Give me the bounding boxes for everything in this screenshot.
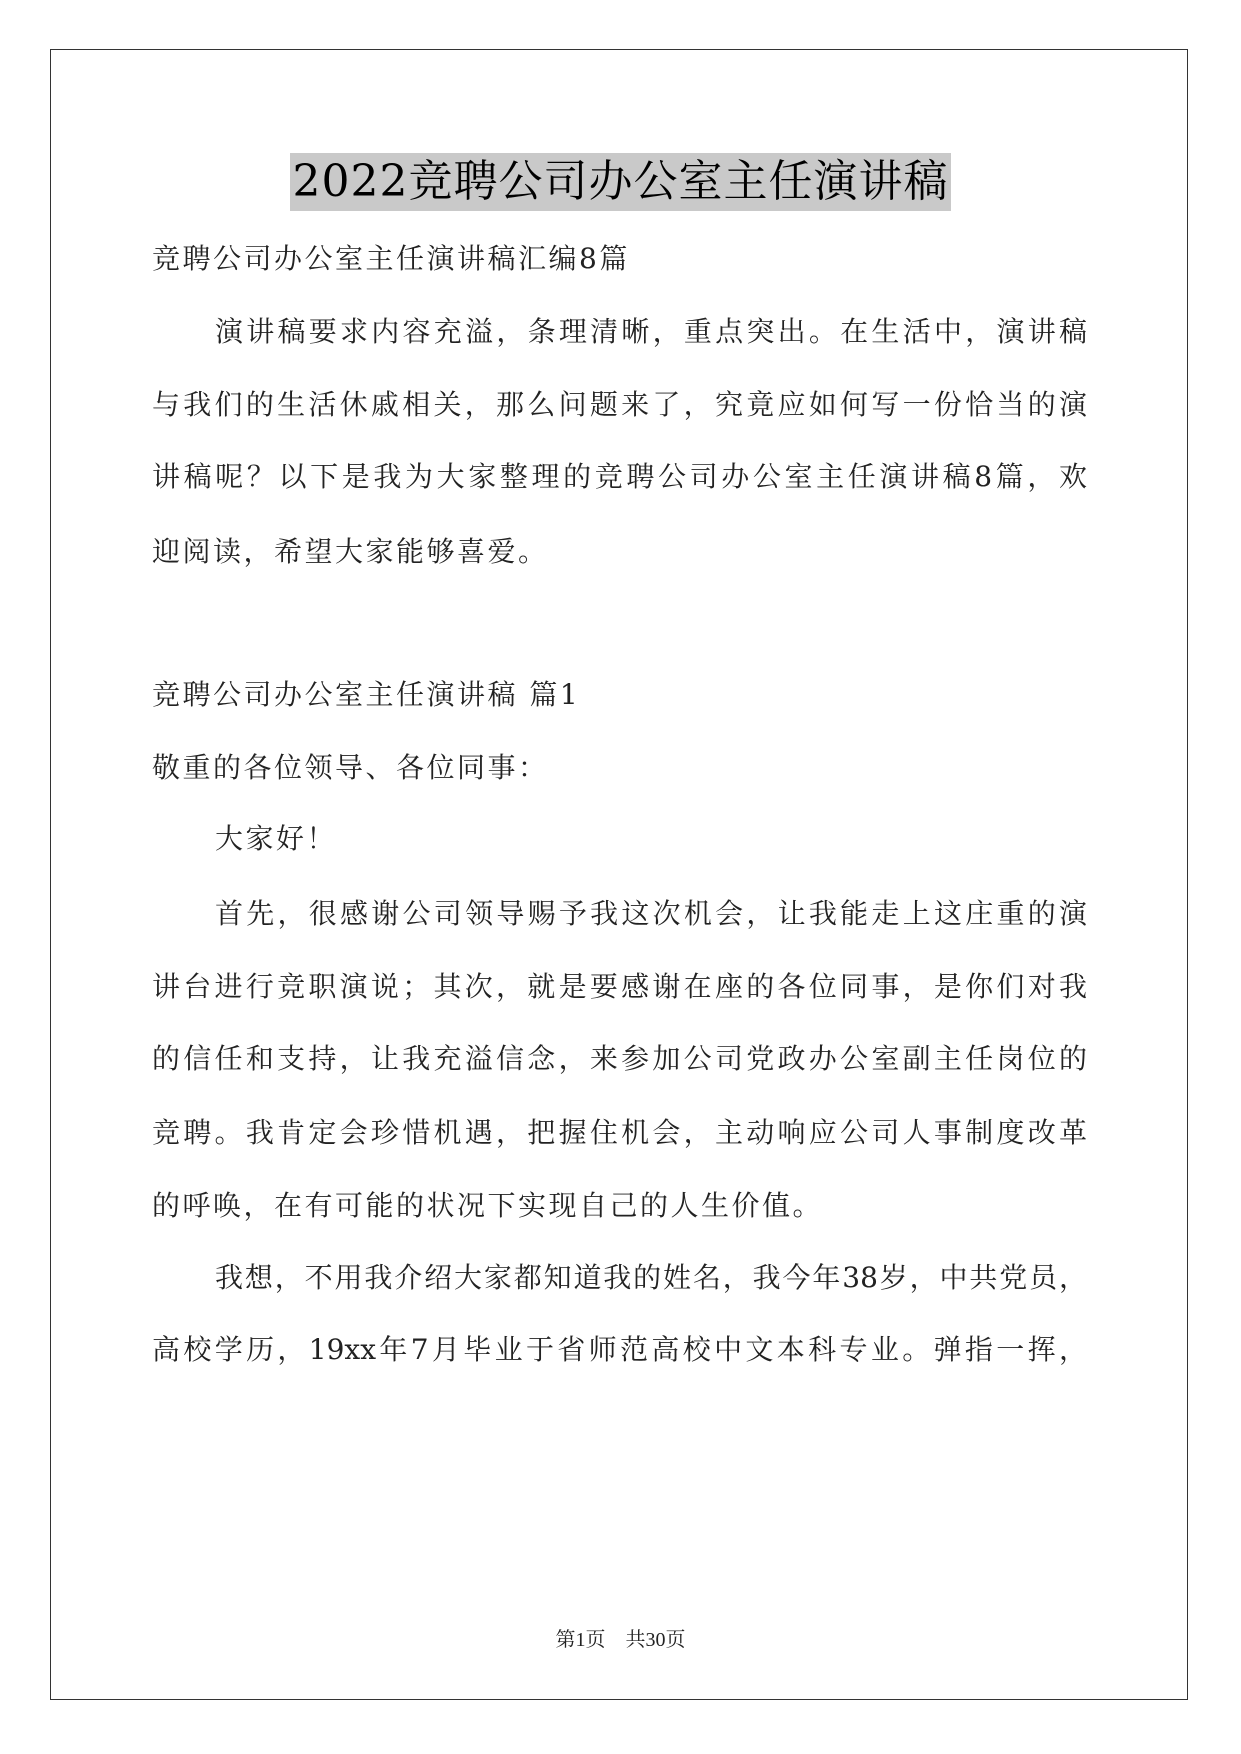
paragraph-line: 的呼唤，在有可能的状况下实现自己的人生价值。 (152, 1189, 824, 1222)
paragraph-line: 我想，不用我介绍大家都知道我的姓名，我今年38岁，中共党员， (215, 1261, 1087, 1294)
paragraph-line: 演讲稿要求内容充溢，条理清晰，重点突出。在生活中，演讲稿 (215, 315, 1087, 348)
paragraph-line: 与我们的生活休戚相关，那么问题来了，究竟应如何写一份恰当的演 (152, 388, 1087, 421)
greeting: 大家好！ (215, 822, 338, 855)
paragraph-line: 首先，很感谢公司领导赐予我这次机会，让我能走上这庄重的演 (215, 897, 1087, 930)
salutation: 敬重的各位领导、各位同事： (152, 751, 549, 784)
page-number-footer: 第1页 共30页 (555, 1629, 686, 1651)
document-title: 2022竞聘公司办公室主任演讲稿 (290, 153, 952, 211)
paragraph-line: 迎阅读，希望大家能够喜爱。 (152, 535, 549, 568)
paragraph-line: 讲稿呢？以下是我为大家整理的竞聘公司办公室主任演讲稿8篇，欢 (152, 460, 1087, 493)
document-subtitle: 竞聘公司办公室主任演讲稿汇编8篇 (152, 242, 630, 275)
page-border (50, 49, 1188, 1700)
title-wrap (0, 153, 1241, 211)
paragraph-line: 讲台进行竞职演说；其次，就是要感谢在座的各位同事，是你们对我 (152, 970, 1087, 1003)
paragraph-line: 高校学历，19xx年7月毕业于省师范高校中文本科专业。弹指一挥， (152, 1333, 1087, 1366)
paragraph-line: 竞聘。我肯定会珍惜机遇，把握住机会，主动响应公司人事制度改革 (152, 1116, 1087, 1149)
section-heading: 竞聘公司办公室主任演讲稿 篇1 (152, 678, 581, 711)
paragraph-line: 的信任和支持，让我充溢信念，来参加公司党政办公室副主任岗位的 (152, 1042, 1087, 1075)
